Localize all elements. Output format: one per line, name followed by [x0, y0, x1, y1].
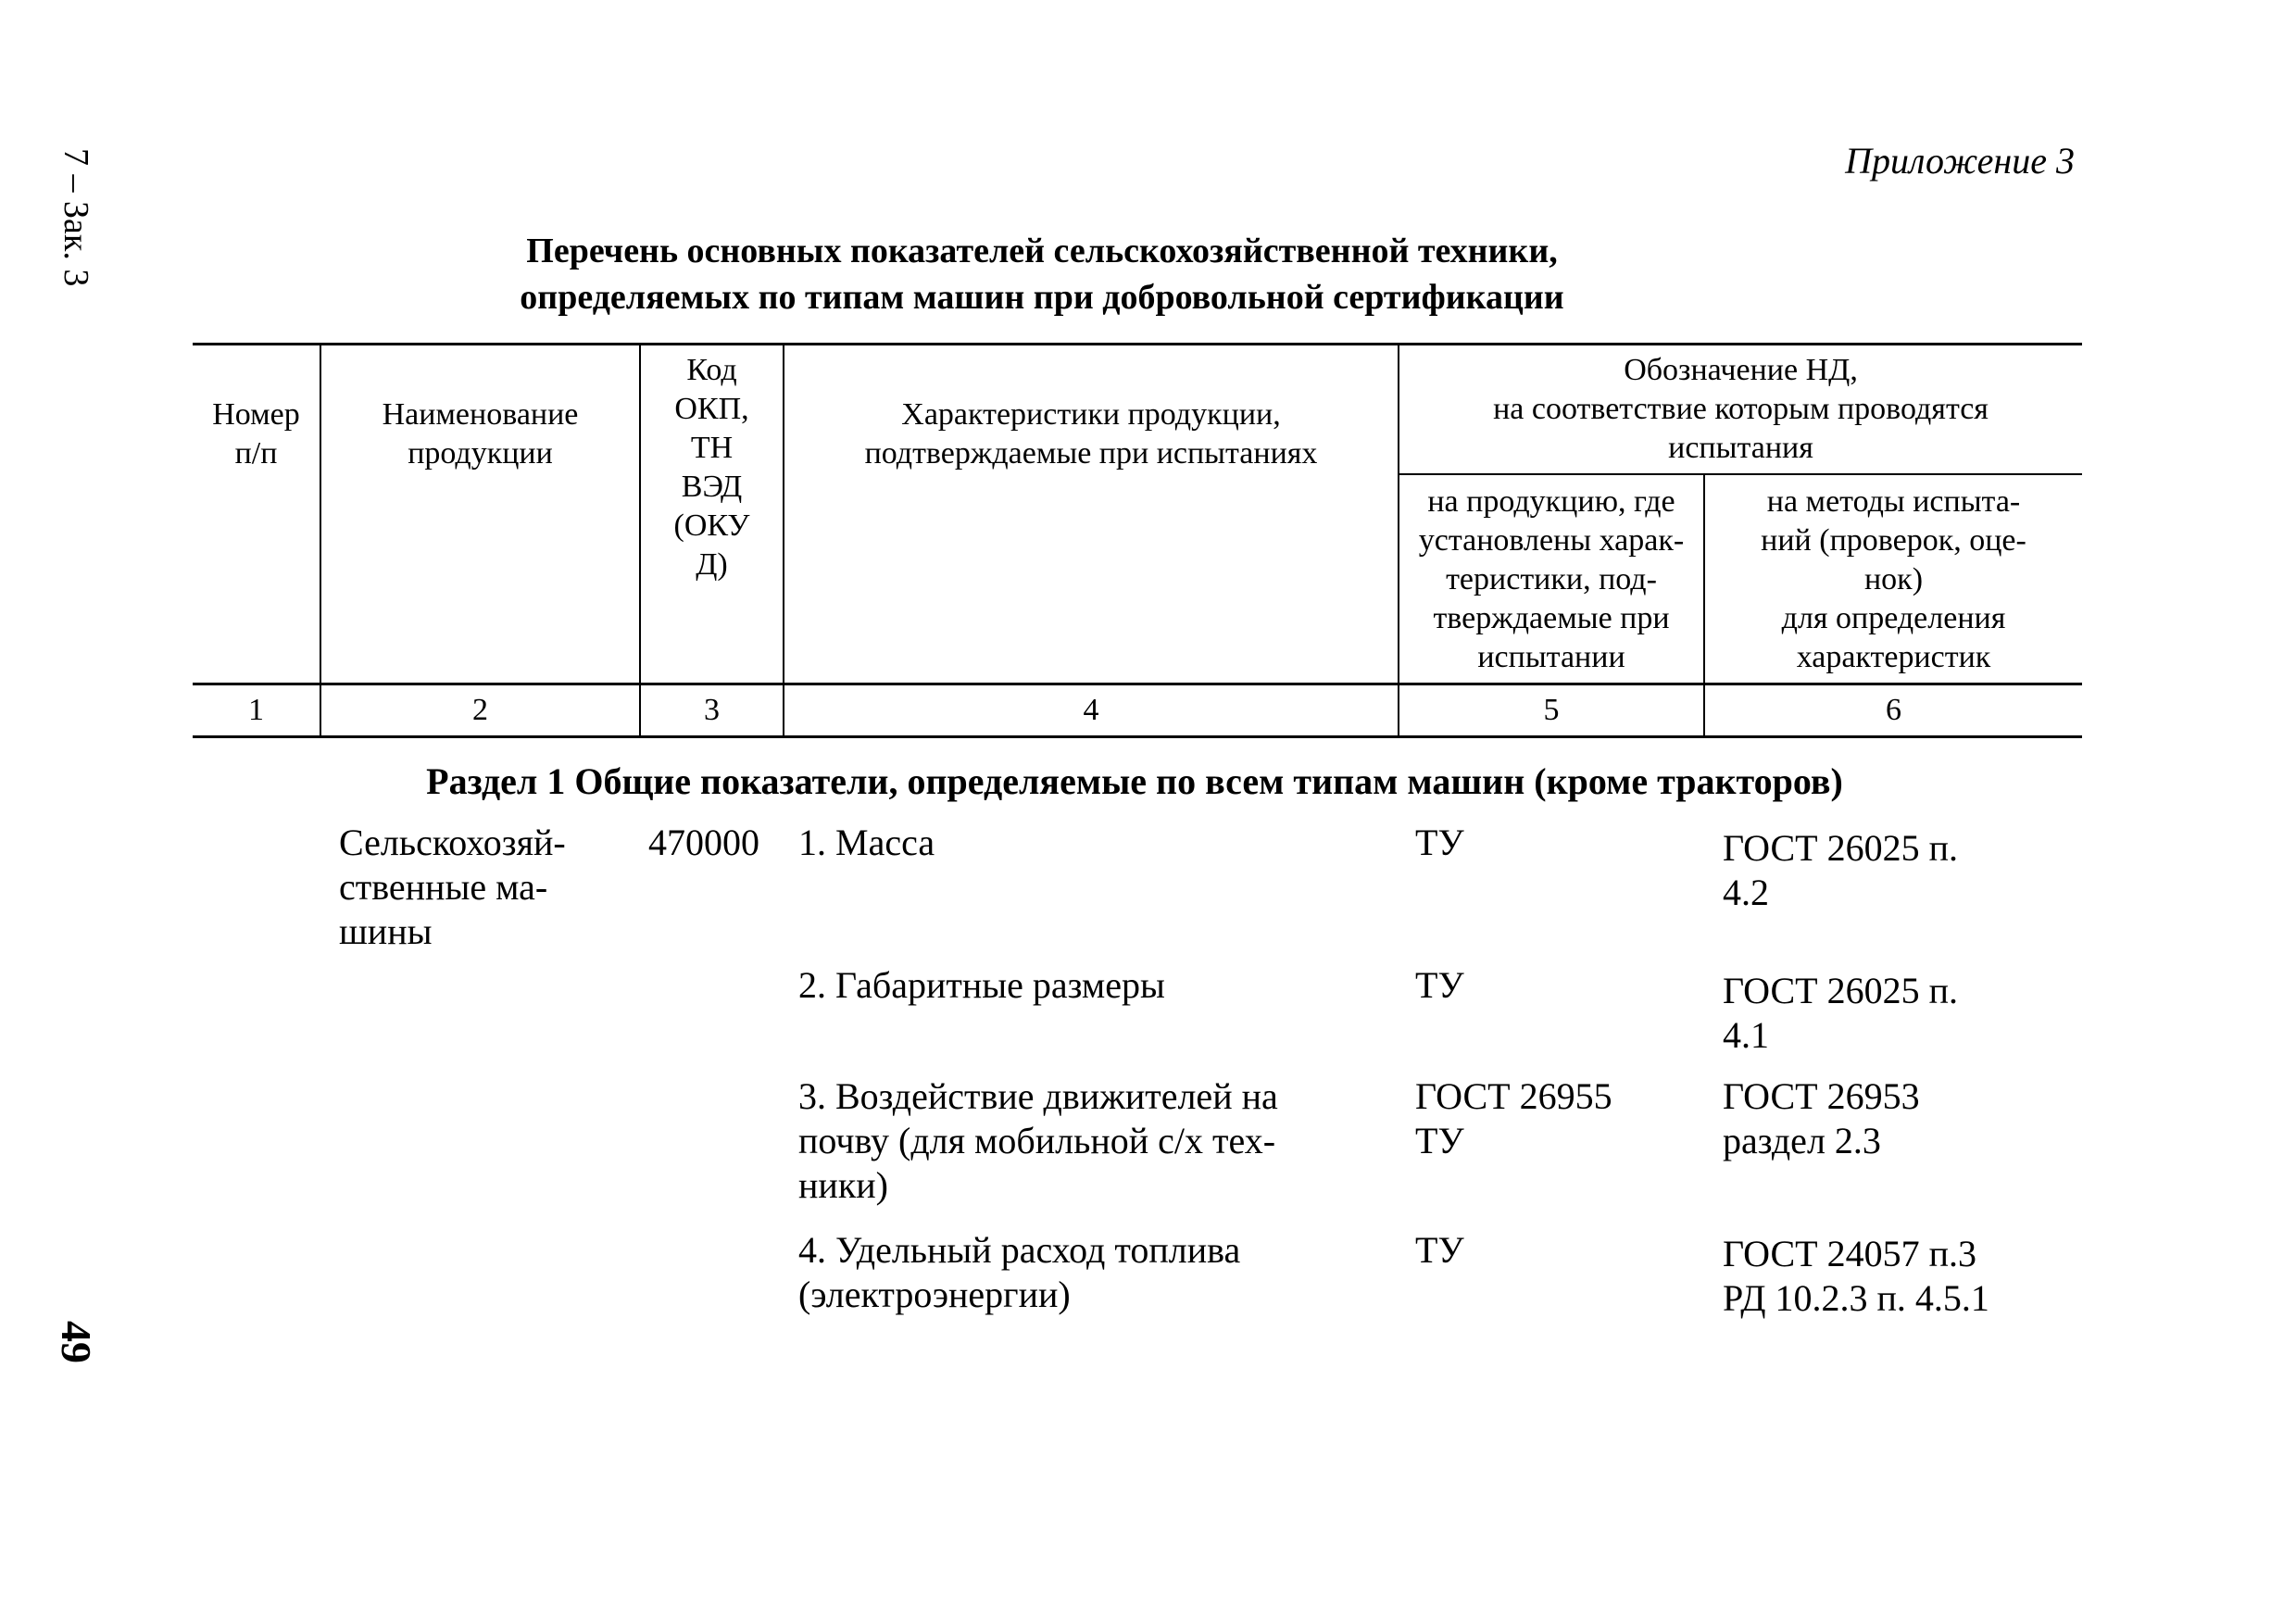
- page-number: 49: [53, 1321, 100, 1363]
- column-number: 1: [193, 684, 320, 737]
- section-title: Раздел 1 Общие показатели, определяемые по всем типам машин (кроме тракторов): [426, 760, 1843, 802]
- header-table: [193, 343, 2082, 738]
- nd-product-4: ТУ: [1415, 1229, 1464, 1271]
- characteristic-1: 1. Масса: [798, 822, 935, 863]
- product-name: Сельскохозяй- ственные ма- шины: [339, 822, 566, 952]
- column-number: 5: [1399, 684, 1704, 737]
- column-number: 2: [320, 684, 640, 737]
- header-code: Код ОКП, ТН ВЭД (ОКУ Д): [640, 345, 784, 684]
- appendix-label: Приложение 3: [1845, 140, 2075, 182]
- characteristic-4: 4. Удельный расход топлива (электроэнергии): [798, 1229, 1241, 1315]
- nd-product-2: ТУ: [1415, 964, 1464, 1006]
- title-line-2: определяемых по типам машин при добровольной сертификации: [520, 278, 1564, 317]
- nd-product-3: ГОСТ 26955 ТУ: [1415, 1075, 1612, 1161]
- column-number: 6: [1704, 684, 2082, 737]
- characteristic-2: 2. Габаритные размеры: [798, 964, 1165, 1006]
- header-characteristics: Характеристики продукции, подтверждаемые при испытаниях: [784, 345, 1399, 684]
- document-title: [185, 228, 1899, 320]
- column-numbers-row: [193, 684, 2082, 737]
- nd-method-3: ГОСТ 26953 раздел 2.3: [1723, 1075, 1920, 1161]
- column-number: 3: [640, 684, 784, 737]
- header-number: Номер п/п: [193, 345, 320, 684]
- nd-method-2: ГОСТ 26025 п. 4.1: [1723, 970, 1959, 1056]
- nd-method-1: ГОСТ 26025 п. 4.2: [1723, 827, 1959, 913]
- characteristic-3: 3. Воздействие движителей на почву (для мобильной с/х тех- ники): [798, 1075, 1278, 1206]
- header-nd-group: Обозначение НД, на соответствие которым проводятся испытания: [1399, 345, 2082, 475]
- nd-product-1: ТУ: [1415, 822, 1464, 863]
- product-code: 470000: [648, 822, 759, 863]
- margin-side-label: 7 – Зак. 3: [56, 148, 95, 287]
- header-nd-method: на методы испыта- ний (проверок, оце- нок) для определения характеристик: [1704, 474, 2082, 684]
- title-line-1: Перечень основных показателей сельскохозяйственной техники,: [526, 232, 1558, 270]
- header-product-name: Наименование продукции: [320, 345, 640, 684]
- header-nd-product: на продукцию, где установлены харак- теристики, под- тверждаемые при испытании: [1399, 474, 1704, 684]
- nd-method-4: ГОСТ 24057 п.3 РД 10.2.3 п. 4.5.1: [1723, 1233, 1989, 1319]
- column-number: 4: [784, 684, 1399, 737]
